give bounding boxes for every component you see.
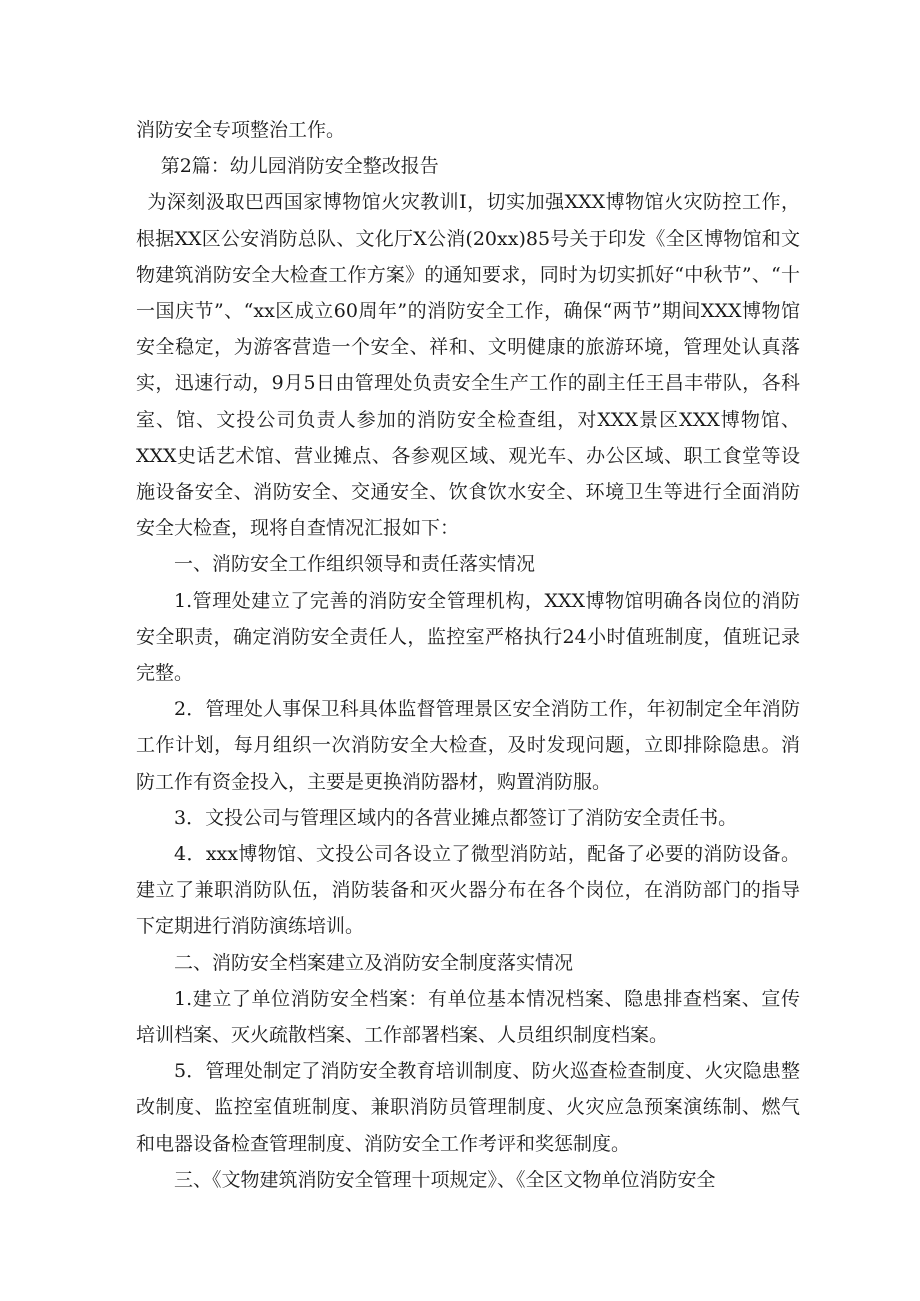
paragraph-item-3: 3．文投公司与管理区域内的各营业摊点都签订了消防安全责任书。 [174, 806, 738, 829]
paragraph-intro: 为深刻汲取巴西国家博物馆火灾教训I，切实加强XXX博物馆火灾防控工作，根据XX区公安消防总队、文化厅X公消(20xx)85号关于印发《全区博物馆和文物建筑消防安全大检查工作方案》的通知要求，同时为切实抓好“中秋节”、“十一国庆节”、“xx区成立60周年”的消防安全工作，确保“两节”期间XXX博物馆安全稳定，为游客营造一个安全、祥和、文明健康的旅游环境，管理处认真落实，迅速行动，9月5日由管理处负责安全生产工作的副主任王昌丰带队，各科室、馆、文投公司负责人参加的消防安全检查组，对XXX景区XXX博物馆、XXX史话艺术馆、营业摊点、各参观区域、观光车、办公区域、职工食堂等设施设备安全、消防安全、交通安全、饮食饮水安全、环境卫生等进行全面消防安全大检查，现将自查情况汇报如下： [136, 191, 800, 540]
paragraph-item-1: 1.管理处建立了完善的消防安全管理机构，XXX博物馆明确各岗位的消防安全职责，确定消防安全责任人，监控室严格执行24小时值班制度，值班记录完整。 [136, 589, 800, 685]
paragraph-item-5: 1.建立了单位消防安全档案：有单位基本情况档案、隐患排查档案、宣传培训档案、灭火疏散档案、工作部署档案、人员组织制度档案。 [136, 987, 800, 1047]
section-heading-1: 一、消防安全工作组织领导和责任落实情况 [174, 553, 536, 576]
paragraph-item-2: 2．管理处人事保卫科具体监督管理景区安全消防工作，年初制定全年消防工作计划，每月组织一次消防安全大检查，及时发现问题，立即排除隐患。消防工作有资金投入，主要是更换消防器材，购置消防服。 [136, 698, 800, 793]
paragraph-item-4: 4．xxx博物馆、文投公司各设立了微型消防站，配备了必要的消防设备。建立了兼职消防队伍，消防装备和灭火器分布在各个岗位，在消防部门的指导下定期进行消防演练培训。 [136, 843, 800, 938]
paragraph-continuation: 消防安全专项整治工作。 [136, 119, 346, 141]
section-heading-2: 二、消防安全档案建立及消防安全制度落实情况 [174, 951, 574, 974]
article-heading: 第2篇：幼儿园消防安全整改报告 [160, 155, 439, 178]
section-heading-3: 三、《文物建筑消防安全管理十项规定》、《全区文物单位消防安全 [174, 1168, 716, 1191]
paragraph-item-6: 5．管理处制定了消防安全教育培训制度、防火巡查检查制度、火灾隐患整改制度、监控室值班制度、兼职消防员管理制度、火灾应急预案演练制、燃气和电器设备检查管理制度、消防安全工作考评和奖惩制度。 [136, 1060, 800, 1155]
